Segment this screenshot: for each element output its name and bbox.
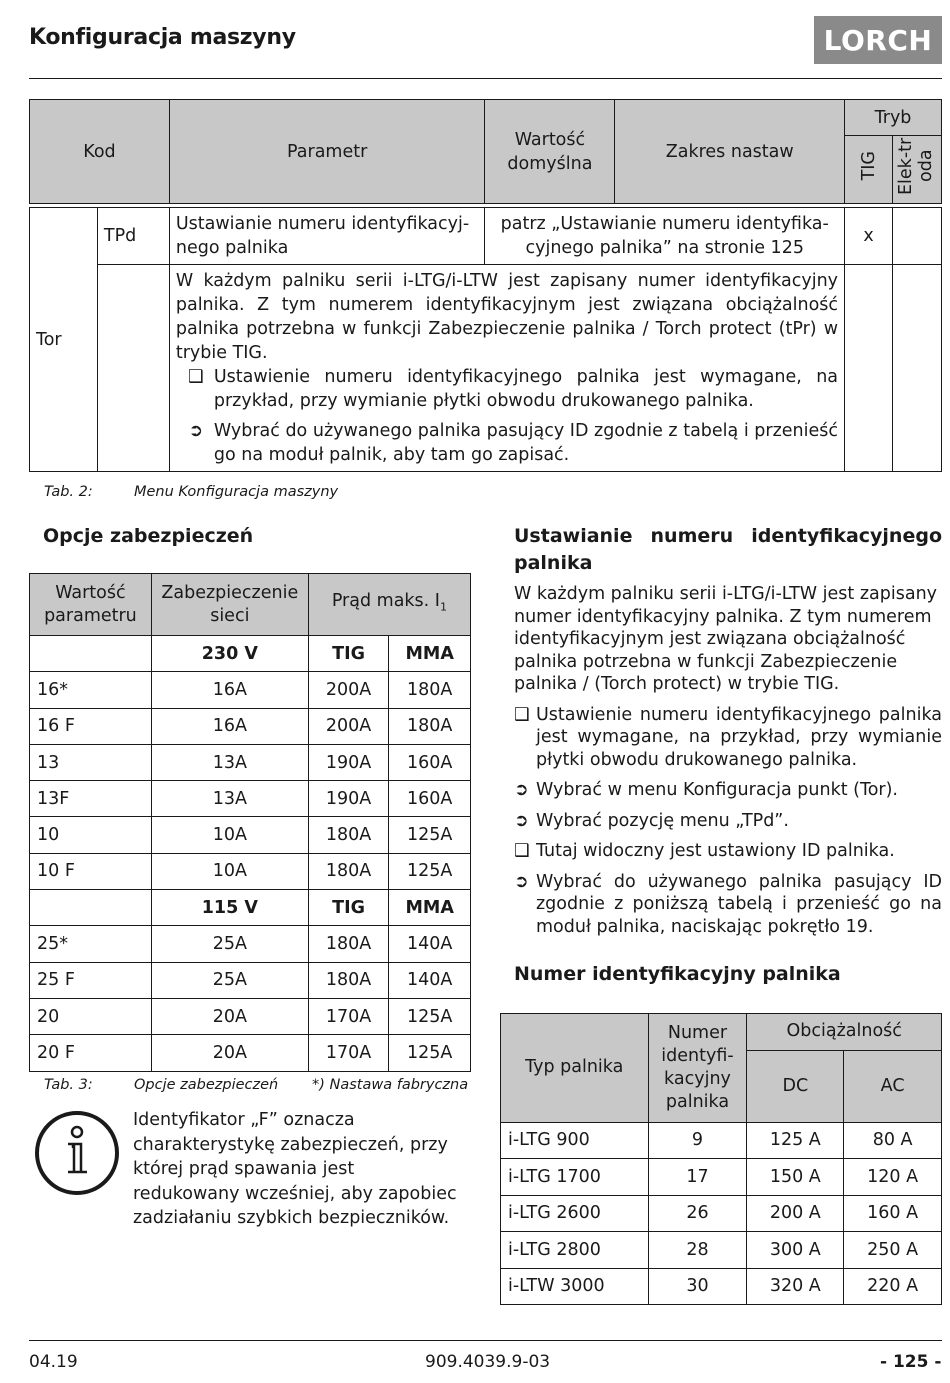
table-cell-mma: 180A (389, 708, 471, 744)
tor-note-text: Ustawienie numeru identyfikacyjnego palnika jest wymagane, na przykład, przy wymianie płytki obwodu drukowanego palnika. (213, 367, 839, 411)
header-dc: DC (747, 1050, 844, 1122)
table-row (30, 1035, 471, 1071)
table-cell-param: 10 F (30, 853, 152, 889)
list-item (514, 779, 942, 802)
page-title: Konfiguracja maszyny (29, 25, 296, 50)
table2-caption-label: Tab. 2: (44, 484, 93, 500)
table-cell-mma: 140A (389, 962, 471, 998)
table-row (501, 1232, 942, 1269)
table-cell-mma: 140A (389, 926, 471, 962)
checkbox-icon: ❑ (514, 841, 530, 861)
table-cell-dc: 125 A (747, 1122, 844, 1159)
group-tor: Tor (30, 208, 98, 472)
info-note: Identyfikator „F” oznacza charakterystykę zabezpieczeń, przy której prąd spawania jest redukowany wcześniej, aby zapobiec zadziałaniu szybkich bezpieczników. (133, 1110, 457, 1228)
col-mma: MMA (389, 890, 471, 926)
col-mma: MMA (389, 636, 471, 672)
table-cell-fuse: 25A (151, 962, 308, 998)
table-cell-fuse: 25A (151, 926, 308, 962)
table-cell-param: 16 F (30, 708, 152, 744)
table-cell-mma: 160A (389, 781, 471, 817)
code-tpd: TPd (97, 208, 169, 265)
list-item (514, 840, 942, 863)
page-number: - 125 - (880, 1352, 942, 1372)
header-tig: TIG (845, 136, 893, 204)
table-cell-tig: 180A (308, 853, 389, 889)
table-cell-typ: i-LTG 1700 (501, 1159, 649, 1196)
header-numer: Numer identyfi-kacyjny palnika (648, 1014, 747, 1123)
table-row (30, 781, 471, 817)
section-heading-opcje: Opcje zabezpieczeń (43, 525, 254, 547)
table-cell-dc: 320 A (747, 1268, 844, 1305)
list-item (514, 810, 942, 833)
header-prad: Prąd maks. $I_1$ (308, 574, 470, 636)
table-row (30, 926, 471, 962)
table-cell-ac: 120 A (844, 1159, 942, 1196)
fuse-options-table (29, 573, 471, 1072)
tor-note (186, 365, 838, 413)
list-item-text: Wybrać do używanego palnika pasujący ID zgodnie z poniższą tabelą i przenieść go na moduł palnika, naciskając pokrętło 19. (536, 871, 942, 937)
list-item-text: Wybrać w menu Konfiguracja punkt (Tor). (536, 780, 898, 800)
table-cell-fuse: 13A (151, 744, 308, 780)
header-kod: Kod (30, 100, 170, 204)
header-parametr: Parametr (169, 100, 485, 204)
table-cell-typ: i-LTG 2800 (501, 1232, 649, 1269)
arrow-icon: ➲ (188, 421, 204, 441)
config-menu-table (29, 99, 942, 472)
checkbox-icon: ❑ (188, 367, 204, 387)
table-cell-tig: 200A (308, 708, 389, 744)
table-cell-param: 20 (30, 998, 152, 1034)
table-cell-dc: 150 A (747, 1159, 844, 1196)
header-wartosc: Wartość domyślna (485, 100, 615, 204)
table-cell-tig: 180A (308, 926, 389, 962)
table-cell-tig: 190A (308, 744, 389, 780)
table-cell-ac: 160 A (844, 1195, 942, 1232)
table-cell-param: 16* (30, 672, 152, 708)
table-cell-param: 10 (30, 817, 152, 853)
col-tig: TIG (308, 636, 389, 672)
table-cell-fuse: 10A (151, 853, 308, 889)
table-cell-id: 9 (648, 1122, 747, 1159)
table-row (30, 708, 471, 744)
table-row (30, 817, 471, 853)
table-row (30, 744, 471, 780)
table-row (30, 853, 471, 889)
torch-id-table (500, 1013, 942, 1305)
range-tpd: patrz „Ustawianie numeru identyfika-cyjnego palnika” na stronie 125 (485, 208, 845, 265)
header-zabezpieczenie: Zabezpieczenie sieci (151, 574, 308, 636)
table-row (501, 1159, 942, 1196)
table3-caption-text: Opcje zabezpieczeń (134, 1077, 279, 1093)
checkbox-icon: ❑ (514, 704, 530, 725)
table-cell-ac: 250 A (844, 1232, 942, 1269)
table-cell-fuse: 13A (151, 781, 308, 817)
info-icon (34, 1110, 120, 1196)
table-cell-ac: 80 A (844, 1122, 942, 1159)
table-cell-param: 13F (30, 781, 152, 817)
table-cell-param: 13 (30, 744, 152, 780)
table-row (501, 1268, 942, 1305)
header-obciazalnosc: Obciążalność (747, 1014, 942, 1051)
table-cell-mma: 125A (389, 998, 471, 1034)
table-cell-mma: 125A (389, 817, 471, 853)
ustawianie-intro: W każdym palniku serii i-LTG/i-LTW jest zapisany numer identyfikacyjny palnika. Z tym numerem identyfikacyjnym jest związana obciążalność palnika potrzebna w funkcji Zabezpieczenie palnika / (Torch protect) w trybie TIG. (514, 584, 938, 694)
table-cell-dc: 300 A (747, 1232, 844, 1269)
table-cell-tig: 180A (308, 962, 389, 998)
table-cell-mma: 125A (389, 853, 471, 889)
table-cell-fuse: 20A (151, 1035, 308, 1071)
table-cell-fuse: 16A (151, 708, 308, 744)
footer-divider (29, 1340, 942, 1341)
table-row (501, 1195, 942, 1232)
arrow-icon: ➲ (514, 871, 529, 892)
table3-caption (44, 1077, 474, 1093)
header-ac: AC (844, 1050, 942, 1122)
header-divider (29, 78, 942, 79)
table-cell-param: 20 F (30, 1035, 152, 1071)
tor-description-cell (169, 265, 844, 472)
section-heading-numer: Numer identyfikacyjny palnika (514, 963, 841, 985)
list-item-text: Ustawienie numeru identyfikacyjnego palnika jest wymagane, na przykład, przy wymianie płytki obwodu drukowanego palnika. (536, 704, 942, 770)
tor-step (186, 419, 838, 467)
table-cell-fuse: 10A (151, 817, 308, 853)
table-cell-id: 28 (648, 1232, 747, 1269)
header-typ: Typ palnika (501, 1014, 649, 1123)
table-row (30, 962, 471, 998)
table-cell-tig: 190A (308, 781, 389, 817)
table3-caption-note: *) Nastawa fabryczna (312, 1077, 469, 1093)
footer-date: 04.19 (29, 1352, 78, 1372)
table-cell-tig: 200A (308, 672, 389, 708)
table3-caption-label: Tab. 3: (44, 1077, 93, 1093)
lorch-logo: LORCH (814, 16, 942, 64)
header-wartosc-parametru: Wartość parametru (30, 574, 152, 636)
tig-mark: x (845, 208, 893, 265)
arrow-icon: ➲ (514, 810, 529, 831)
table-cell-ac: 220 A (844, 1268, 942, 1305)
table-cell-param: 25 F (30, 962, 152, 998)
header-zakres: Zakres nastaw (615, 100, 845, 204)
list-item-text: Wybrać pozycję menu „TPd”. (536, 810, 789, 831)
table-cell-tig: 170A (308, 1035, 389, 1071)
voltage-115: 115 V (151, 890, 308, 926)
table-cell-dc: 200 A (747, 1195, 844, 1232)
list-item (514, 704, 942, 772)
footer-doc-number: 909.4039.9-03 (425, 1352, 551, 1372)
tor-description: W każdym palniku serii i-LTG/i-LTW jest zapisany numer identyfikacyjny palnika. Z tym numerem identyfikacyjnym jest związana obciążalność palnika potrzebna w funkcji Zabezpieczenie palnika / Torch protect (tPr) w trybie TIG. (175, 271, 839, 363)
table-cell-mma: 160A (389, 744, 471, 780)
table-cell-mma: 125A (389, 1035, 471, 1071)
table2-caption-text: Menu Konfiguracja maszyny (134, 484, 339, 500)
param-tpd: Ustawianie numeru identyfikacyj-nego palnika (169, 208, 485, 265)
table-cell-id: 26 (648, 1195, 747, 1232)
list-item (514, 871, 942, 939)
header-tryb: Tryb (845, 100, 942, 136)
table-row (501, 1122, 942, 1159)
list-item-text: Tutaj widoczny jest ustawiony ID palnika. (536, 841, 895, 861)
table-cell-typ: i-LTG 900 (501, 1122, 649, 1159)
table-cell-typ: i-LTG 2600 (501, 1195, 649, 1232)
table2-caption (44, 484, 339, 500)
table-cell-tig: 170A (308, 998, 389, 1034)
table-cell-mma: 180A (389, 672, 471, 708)
table-cell-typ: i-LTW 3000 (501, 1268, 649, 1305)
tor-step-text: Wybrać do używanego palnika pasujący ID zgodnie z tabelą i przenieść go na moduł palnik, aby tam go zapisać. (213, 421, 839, 465)
table-row (30, 998, 471, 1034)
ustawianie-body (514, 583, 942, 946)
arrow-icon: ➲ (514, 780, 529, 800)
table-cell-param: 25* (30, 926, 152, 962)
table-row (30, 672, 471, 708)
voltage-230: 230 V (151, 636, 308, 672)
table-cell-fuse: 16A (151, 672, 308, 708)
header-elektroda: Elek-troda (892, 136, 941, 204)
section-heading-ustawianie: Ustawianie numeru identyfikacyjnego palnika (514, 525, 942, 574)
col-tig: TIG (308, 890, 389, 926)
table-cell-fuse: 20A (151, 998, 308, 1034)
table-cell-id: 17 (648, 1159, 747, 1196)
table-cell-tig: 180A (308, 817, 389, 853)
table-cell-id: 30 (648, 1268, 747, 1305)
